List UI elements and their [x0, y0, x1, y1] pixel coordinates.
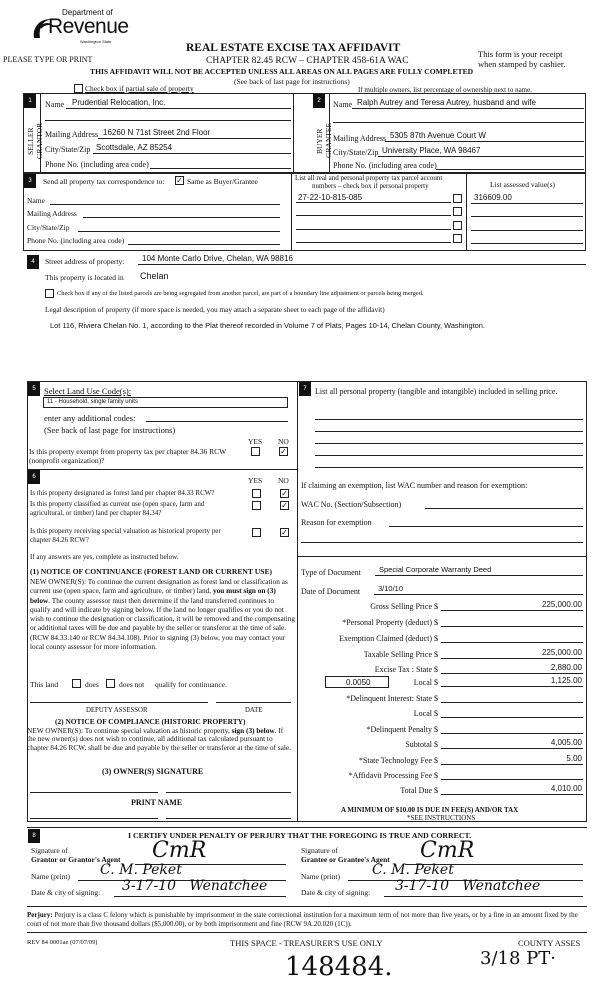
current-use-no-checkbox[interactable]: ✓ — [281, 501, 288, 510]
historic-no-checkbox[interactable]: ✓ — [281, 528, 288, 537]
yes-header-5: YES — [248, 437, 263, 446]
section-1-number: 1 — [24, 94, 36, 108]
forest-question: Is this property designated as forest land per chapter 84.33 RCW? — [30, 489, 215, 497]
certify-statement: I CERTIFY UNDER PENALTY OF PERJURY THAT THE FOREGOING IS TRUE AND CORRECT. — [128, 831, 472, 840]
section-3-number: 3 — [24, 174, 36, 188]
amount-label: Taxable Selling Price $ — [363, 650, 438, 659]
doc-type[interactable]: Special Corporate Warranty Deed — [379, 565, 492, 574]
minimum-note: A MINIMUM OF $10.00 IS DUE IN FEE(S) AND/OR TAX — [341, 806, 519, 814]
grantee-date-city[interactable]: 3-17-10 Wenatchee — [395, 878, 541, 894]
land-use-code: 11 - Household, single family units — [47, 399, 138, 405]
located-label: This property is located in — [45, 273, 124, 282]
amount-row-processing-fee — [300, 769, 584, 783]
grantor-name-label: Name (print) — [31, 872, 70, 881]
amount-value[interactable]: 4,010.00 — [550, 784, 582, 793]
amount-label: Local $ — [413, 678, 438, 687]
see-back-5: (See back of last page for instructions) — [44, 425, 176, 435]
historic-question: Is this property receiving special valuation as historical property per chapter 84.26 RCW? — [30, 527, 221, 544]
owner-signature-label: (3) OWNER(S) SIGNATURE — [102, 767, 204, 776]
see-back: (See back of last page for instructions) — [234, 77, 350, 86]
personal-property-label: List all personal property (tangible and intangible) included in selling price. — [315, 387, 558, 396]
doc-date-label: Date of Document — [301, 587, 361, 596]
date-label: DATE — [245, 707, 263, 714]
amount-value[interactable]: 5.00 — [566, 754, 582, 763]
corr-city-label: City/State/Zip — [27, 223, 70, 232]
parcel-header-1: List all real and personal property tax parcel account — [295, 174, 443, 182]
partial-sale-checkbox[interactable] — [74, 84, 83, 93]
land-use-code-select[interactable] — [43, 397, 288, 408]
section-2-number: 2 — [313, 94, 325, 108]
receipt-note-1: This form is your receipt — [478, 49, 563, 59]
buyer-city-label: City/State/Zip — [333, 148, 379, 157]
buyer-name[interactable]: Ralph Autrey and Teresa Autrey, husband and wife — [357, 98, 536, 107]
amount-label: *Personal Property (deduct) $ — [342, 618, 438, 627]
grantee-name-print[interactable]: C. M. Peket — [372, 862, 454, 878]
send-correspondence-label: Send all property tax correspondence to: — [43, 177, 165, 186]
amount-label: Total Due $ — [400, 786, 438, 795]
corr-mailing-label: Mailing Address — [27, 209, 77, 218]
grantee-signature[interactable]: CmR — [420, 838, 475, 863]
amount-row-delinquent-local — [300, 707, 584, 721]
section-7-number: 7 — [299, 382, 311, 396]
handwritten-receipt-number: 148484. — [285, 952, 393, 982]
amount-row-state-excise — [300, 663, 584, 677]
buyer-name-label: Name — [333, 100, 353, 109]
segregated-label: Check box if any of the listed parcels are being segregated from another parcel, are part of a boundary line adjustment or parcels being merged. — [57, 290, 424, 297]
grantee-sig-label-2: Grantee or Grantee's Agent — [301, 855, 390, 864]
grantor-date-city[interactable]: 3-17-10 Wenatchee — [122, 878, 268, 894]
seller-city-label: City/State/Zip — [45, 145, 91, 154]
amount-value[interactable]: 4,005.00 — [550, 738, 582, 747]
notice-continuance-text: NEW OWNER(S): To continue the current designation as forest land or classification as current use (open space, farm and agriculture, or timber) land, you must sign on (3) below. The county assessor must then determine if the land transferred continues to qualify and will indicate by signing below. If the land no longer qualifies or you do not wish to continue the designation or classification, it will be removed and the compensating or additional taxes will be due and payable by the seller or transferor at the time of sale. (RCW 84.33.140 or RCW 84.34.108). Prior to signing (3) below, you may contact your local county assessor for more information. — [30, 577, 296, 652]
logo-name: Revenue — [48, 15, 129, 38]
forest-yes-checkbox[interactable] — [252, 489, 261, 498]
does-label: does — [85, 680, 99, 689]
amount-row-gross — [300, 600, 584, 614]
amount-label: Exemption Claimed (deduct) $ — [339, 634, 438, 643]
amount-label: Excise Tax : State $ — [374, 665, 438, 674]
exempt-question: Is this property exempt from property tax per chapter 84.36 RCW (nonprofit organization)? — [29, 447, 227, 465]
seller-city[interactable]: Scottsdale, AZ 85254 — [96, 143, 173, 152]
amount-label: Subtotal $ — [405, 740, 438, 749]
does-not-label: does not — [119, 680, 145, 689]
exempt-yes-checkbox[interactable] — [251, 447, 260, 456]
grantor-name-print[interactable]: C. M. Peket — [100, 862, 182, 878]
notice-compliance-text: NEW OWNER(S): To continue special valuation as historic property, sign (3) below. If the new owner(s) does not wish to continue, all additional tax calculated pursuant to chapter 84.26 RCW, shall be due and payable by the seller or transferor at the time of sale. — [27, 726, 291, 752]
logo-dept: Department of — [62, 8, 113, 17]
qualify-label: qualify for continuance. — [155, 680, 227, 689]
same-as-buyer-checkbox[interactable]: ✓ — [176, 176, 183, 185]
street-label: Street address of property: — [45, 257, 125, 266]
amount-label: *Delinquent Penalty $ — [366, 725, 438, 734]
property-street[interactable]: 104 Monte Carlo Drive, Chelan, WA 98816 — [142, 254, 293, 263]
form-subtitle: CHAPTER 82.45 RCW – CHAPTER 458-61A WAC — [206, 56, 409, 66]
parcel-1-personal-checkbox[interactable] — [453, 194, 462, 203]
seller-name-label: Name — [45, 100, 65, 109]
seller-grantor-label: SELLER GRANTOR — [26, 122, 44, 160]
grantee-date-label: Date & city of signing: — [301, 888, 371, 897]
parcel-header-2: numbers – check box if personal property — [312, 182, 429, 190]
does-qualify-checkbox[interactable] — [72, 679, 81, 688]
amount-row-subtotal — [300, 738, 584, 752]
does-not-qualify-checkbox[interactable] — [106, 679, 115, 688]
dor-logo — [30, 8, 129, 46]
exemption-label: If claiming an exemption, list WAC number and reason for exemption: — [301, 481, 528, 490]
amount-row-taxable — [300, 648, 584, 662]
receipt-note-2: when stamped by cashier. — [478, 59, 566, 69]
county-assessor-label: COUNTY ASSES — [518, 938, 581, 948]
amount-value[interactable]: 2,880.00 — [550, 663, 582, 672]
seller-mailing-label: Mailing Address — [45, 130, 99, 139]
buyer-grantee-label: BUYER GRANTEE — [315, 123, 333, 159]
wac-label: WAC No. (Section/Subsection) — [301, 500, 402, 509]
deputy-assessor-label: DEPUTY ASSESSOR — [86, 707, 148, 714]
doc-type-label: Type of Document — [301, 568, 361, 577]
buyer-phone-label: Phone No. (including area code) — [333, 161, 437, 170]
please-type: PLEASE TYPE OR PRINT — [3, 55, 93, 64]
current-use-yes-checkbox[interactable] — [252, 501, 261, 510]
amount-label: *State Technology Fee $ — [358, 756, 438, 765]
legal-description-label: Legal description of property (if more space is needed, you may attach a separate sheet to each page of the affidavit) — [45, 305, 385, 314]
section-5-number: 5 — [28, 382, 40, 396]
see-instructions: *SEE INSTRUCTIONS — [407, 814, 476, 822]
forest-no-checkbox[interactable]: ✓ — [281, 489, 288, 498]
grantee-sig-label-1: Signature of — [301, 846, 338, 855]
perjury-notice: Perjury: Perjury is a class C felony which is punishable by imprisonment in the state correctional institution for a maximum term of not more than five years, or by a fine in an amount fixed by the court of not more than five thousand dollars ($5,000.00), or by both imprisonment and fine (RCW 9A.20.020 (1C)). — [27, 911, 578, 928]
grantor-signature[interactable]: CmR — [152, 838, 207, 863]
logo-state: Washington State — [80, 39, 112, 44]
legal-description[interactable]: Lot 116, Riviera Chelan No. 1, according to the Plat thereof recorded in Volume 7 of Plats, Pages 10-14, Chelan County, Washington. — [50, 321, 485, 330]
amount-label: *Delinquent Interest: State $ — [346, 694, 438, 703]
notice-compliance-title: (2) NOTICE OF COMPLIANCE (HISTORIC PROPERTY) — [55, 717, 246, 726]
assessed-value-1[interactable]: 316609.00 — [474, 193, 512, 202]
amount-row-exemption — [300, 632, 584, 646]
seller-name[interactable]: Prudential Relocation, Inc. — [72, 98, 166, 107]
handwritten-date: 3/18 PT· — [480, 948, 556, 969]
local-rate-field[interactable]: 0.0050 — [325, 676, 389, 688]
corr-phone-label: Phone No. (including area code) — [27, 236, 125, 245]
amount-label: Gross Selling Price $ — [370, 602, 438, 611]
buyer-mailing[interactable]: 5305 87th Avenue Court W — [390, 131, 486, 140]
amount-value[interactable]: 225,000.00 — [541, 600, 582, 609]
grantee-name-label: Name (print) — [301, 872, 340, 881]
parcel-1[interactable]: 27-22-10-815-085 — [298, 193, 363, 202]
yes-header-6: YES — [248, 476, 263, 485]
reason-label: Reason for exemption — [301, 518, 372, 527]
amount-row-tech-fee — [300, 754, 584, 768]
grantor-sig-label-1: Signature of — [31, 846, 68, 855]
current-use-question: Is this property classified as current use (open space, farm and agricultural, or timber) land per chapter 84.34? — [30, 500, 205, 517]
section-8-number: 8 — [28, 829, 40, 843]
partial-sale-label: Check box if partial sale of property — [85, 84, 194, 93]
corr-name-label: Name — [27, 196, 45, 205]
same-as-buyer-label: Same as Buyer/Grantee — [187, 177, 258, 186]
amount-value[interactable]: 1,125.00 — [550, 676, 582, 685]
historic-yes-checkbox[interactable] — [252, 528, 261, 537]
grantor-sig-label-2: Grantor or Grantor's Agent — [31, 855, 121, 864]
doc-date[interactable]: 3/10/10 — [378, 584, 404, 593]
amount-row-total-due — [300, 784, 584, 798]
segregated-checkbox[interactable] — [45, 289, 54, 298]
amount-value[interactable]: 225,000.00 — [541, 648, 582, 657]
property-located[interactable]: Chelan — [140, 271, 169, 281]
additional-codes-label: enter any additional codes: — [44, 413, 136, 423]
buyer-mailing-label: Mailing Address — [333, 134, 387, 143]
notice-continuance-title: (1) NOTICE OF CONTINUANCE (FOREST LAND OR CURRENT USE) — [30, 567, 273, 576]
amount-label: *Affidavit Processing Fee $ — [348, 771, 438, 780]
treasurer-use-label: THIS SPACE - TREASURER'S USE ONLY — [230, 938, 383, 948]
section-6-number: 6 — [28, 470, 40, 484]
exempt-no-checkbox[interactable]: ✓ — [280, 447, 287, 456]
this-land-label: This land — [30, 680, 59, 689]
seller-mailing[interactable]: 16260 N 71st Street 2nd Floor — [103, 128, 211, 137]
print-name-label: PRINT NAME — [131, 798, 183, 807]
if-yes-note: If any answers are yes, complete as instructed below. — [30, 553, 179, 561]
parcel-2-personal-checkbox[interactable] — [453, 207, 462, 216]
parcel-3-personal-checkbox[interactable] — [453, 221, 462, 230]
form-title: REAL ESTATE EXCISE TAX AFFIDAVIT — [186, 42, 401, 54]
amount-row-local-excise — [300, 676, 584, 690]
amount-row-penalty — [300, 723, 584, 737]
amount-label: Local $ — [413, 709, 438, 718]
grantor-date-label: Date & city of signing: — [31, 888, 101, 897]
section-4-number: 4 — [27, 255, 39, 269]
land-use-label: Select Land Use Code(s): — [44, 386, 132, 396]
no-header-5: NO — [278, 437, 289, 446]
amount-row-delinquent-state — [300, 692, 584, 706]
no-header-6: NO — [278, 476, 289, 485]
seller-phone-label: Phone No. (including area code) — [45, 160, 149, 169]
warning: THIS AFFIDAVIT WILL NOT BE ACCEPTED UNLESS ALL AREAS ON ALL PAGES ARE FULLY COMPLETED — [90, 67, 474, 76]
form-revision: REV 84 0001ae (07/07/09) — [27, 939, 98, 946]
parcel-4-personal-checkbox[interactable] — [453, 234, 462, 243]
multiple-owners-note: If multiple owners, list percentage of ownership next to name. — [358, 86, 532, 94]
buyer-city[interactable]: University Place, WA 98467 — [382, 146, 481, 155]
amount-row-personal — [300, 616, 584, 630]
assessed-header: List assessed value(s) — [490, 180, 555, 189]
